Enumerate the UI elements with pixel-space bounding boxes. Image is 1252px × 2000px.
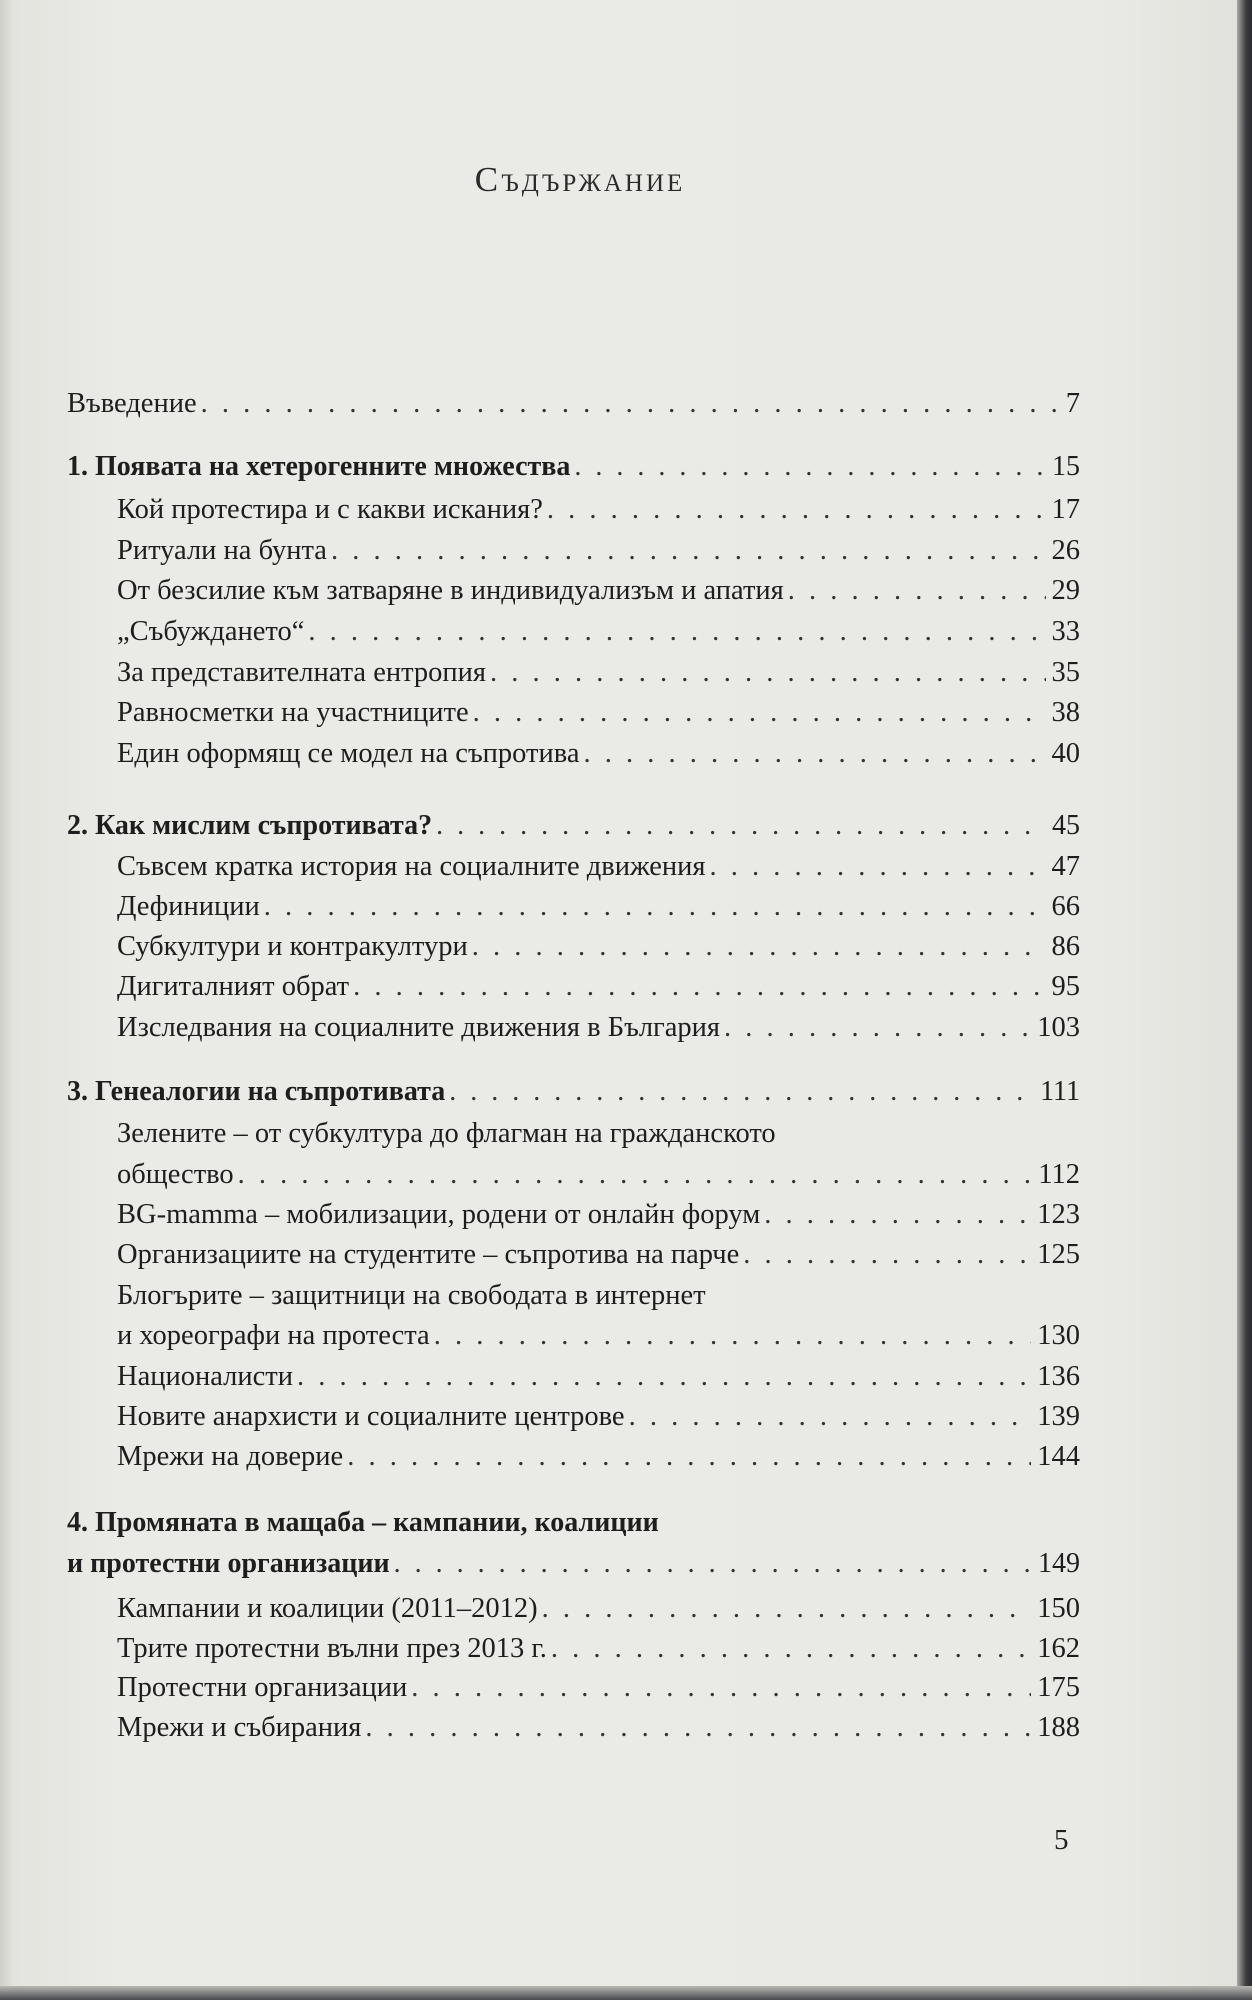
toc-section-page-number: 188 [1037,1712,1080,1743]
toc-chapter-3-label: 3. Генеалогии на съпротивата [67,1076,446,1107]
section-title-line: Блогърите – защитници на свободата в интернет [117,1280,706,1311]
toc-section-label: Организациите на студентите – съпротива на парче [117,1239,740,1270]
dot-leader [365,1710,1031,1746]
toc-section-label: От безсилие към затваряне в индивидуализъм и апатия [117,575,784,606]
toc-section-page-number: 95 [1051,971,1080,1002]
toc-section-label: и хореографи на протеста [117,1320,430,1351]
toc-section-label: BG-mamma – мобилизации, родени от онлайн форум [117,1199,761,1230]
toc-section-label: Дефиниции [117,891,260,922]
dot-leader [710,849,1046,885]
toc-section-label: Един оформящ се модел на съпротива [117,738,580,769]
toc-section-label: Изследвания на социалните движения в България [117,1012,721,1043]
toc-section-page-number: 139 [1037,1401,1080,1432]
toc-section-page-number: 136 [1037,1361,1080,1392]
toc-chapter-4[interactable] [67,1546,1080,1582]
toc-section[interactable] [117,1318,1080,1354]
toc-section[interactable] [117,573,1080,609]
toc-chapter-2-page-number: 45 [1052,810,1080,841]
toc-section[interactable] [117,1197,1080,1233]
toc-section-page-number: 123 [1037,1199,1080,1230]
toc-chapter-4-label: и протестни организации [67,1548,390,1579]
toc-section[interactable] [117,533,1080,569]
toc-section[interactable] [117,614,1080,650]
dot-leader [584,736,1046,772]
dot-leader [788,573,1046,609]
dot-leader [449,1074,1034,1110]
toc-section[interactable] [117,1710,1080,1746]
toc-section-page-number: 35 [1051,657,1080,688]
toc-section[interactable] [117,1399,1080,1435]
toc-section-page-number: 26 [1051,535,1080,566]
dot-leader [434,1318,1032,1354]
toc-section[interactable] [117,1359,1080,1395]
toc-section-label: „Събуждането“ [117,616,305,647]
toc-section-label: Ритуали на бунта [117,535,327,566]
section-title-line: Зелените – от субкултура до флагман на гражданското [117,1118,776,1149]
toc-section-label: Равносметки на участниците [117,697,469,728]
toc-section-page-number: 40 [1051,738,1080,769]
toc-chapter-1-label: 1. Появата на хетерогенните множества [67,451,571,482]
toc-section-page-number: 175 [1037,1672,1080,1703]
toc-section-page-number: 125 [1037,1239,1080,1270]
dot-leader [542,1591,1032,1627]
dot-leader [743,1237,1031,1273]
toc-section[interactable] [117,695,1080,731]
dot-leader [473,695,1046,731]
toc-section-page-number: 29 [1051,575,1080,606]
dot-leader [201,386,1060,422]
toc-section-page-number: 162 [1037,1633,1080,1664]
toc-section-label: Протестни организации [117,1672,408,1703]
toc-section-page-number: 47 [1051,851,1080,882]
toc-section-label: За представителната ентропия [117,657,487,688]
toc-section[interactable] [117,1670,1080,1706]
dot-leader [308,614,1045,650]
toc-section[interactable] [117,1157,1080,1193]
toc-section-label: Мрежи и събирания [117,1712,362,1743]
toc-chapter-3[interactable] [67,1074,1080,1110]
toc-section[interactable] [117,889,1080,925]
toc-section-page-number: 86 [1051,931,1080,962]
dot-leader [411,1670,1031,1706]
toc-section-label: Кой протестира и с какви искания? [117,494,543,525]
toc-section[interactable] [117,655,1080,691]
toc-entry-intro-page-number: 7 [1065,388,1080,419]
toc-section[interactable] [117,849,1080,885]
chapter-heading-line: 4. Промяната в мащаба – кампании, коалиции [67,1507,659,1538]
dot-leader [551,1631,1031,1667]
toc-chapter-4-page-number: 149 [1038,1548,1080,1579]
dot-leader [331,533,1046,569]
toc-section-page-number: 33 [1051,616,1080,647]
toc-section-page-number: 144 [1037,1441,1080,1472]
dot-leader [436,808,1046,844]
toc-section-page-number: 38 [1051,697,1080,728]
toc-chapter-3-page-number: 111 [1040,1076,1080,1107]
dot-leader [238,1157,1033,1193]
toc-section-label: Дигиталният обрат [117,971,350,1002]
toc-entry-intro-label: Въведение [67,388,197,419]
toc-section[interactable] [117,1237,1080,1273]
toc-section[interactable] [117,929,1080,965]
dot-leader [629,1399,1032,1435]
dot-leader [490,655,1045,691]
dot-leader [547,492,1046,528]
toc-section-label: Новите анархисти и социалните центрове [117,1401,625,1432]
dot-leader [724,1010,1031,1046]
toc-section-page-number: 130 [1037,1320,1080,1351]
toc-chapter-2-label: 2. Как мислим съпротивата? [67,810,433,841]
dot-leader [472,929,1046,965]
toc-section[interactable] [117,1010,1080,1046]
toc-section-label: общество [117,1159,234,1190]
toc-section-label: Кампании и коалиции (2011–2012) [117,1593,538,1624]
toc-section-label: Субкултури и контракултури [117,931,468,962]
toc-section-label: Мрежи на доверие [117,1441,344,1472]
toc-section[interactable] [117,1591,1080,1627]
toc-section-page-number: 103 [1037,1012,1080,1043]
toc-section[interactable] [117,736,1080,772]
toc-section-label: Трите протестни вълни през 2013 г. [117,1633,547,1664]
toc-section[interactable] [117,492,1080,528]
dot-leader [264,889,1046,925]
dot-leader [347,1439,1031,1475]
page-title: Съдържание [474,160,686,199]
toc-section-page-number: 66 [1051,891,1080,922]
toc-section-page-number: 17 [1051,494,1080,525]
dot-leader [353,969,1045,1005]
dot-leader [297,1359,1031,1395]
toc-section-label: Националисти [117,1361,293,1392]
dot-leader [394,1546,1032,1582]
toc-entry-intro[interactable] [67,386,1080,422]
toc-chapter-1-page-number: 15 [1052,451,1080,482]
toc-section[interactable] [117,969,1080,1005]
toc-chapter-2[interactable] [67,808,1080,844]
dot-leader [574,449,1046,485]
toc-section-page-number: 112 [1038,1159,1080,1190]
toc-section-label: Съвсем кратка история на социалните движения [117,851,706,882]
page-number: 5 [1054,1824,1069,1856]
toc-chapter-1[interactable] [67,449,1080,485]
toc-section-page-number: 150 [1037,1593,1080,1624]
toc-section[interactable] [117,1631,1080,1667]
dot-leader [764,1197,1031,1233]
toc-section[interactable] [117,1439,1080,1475]
